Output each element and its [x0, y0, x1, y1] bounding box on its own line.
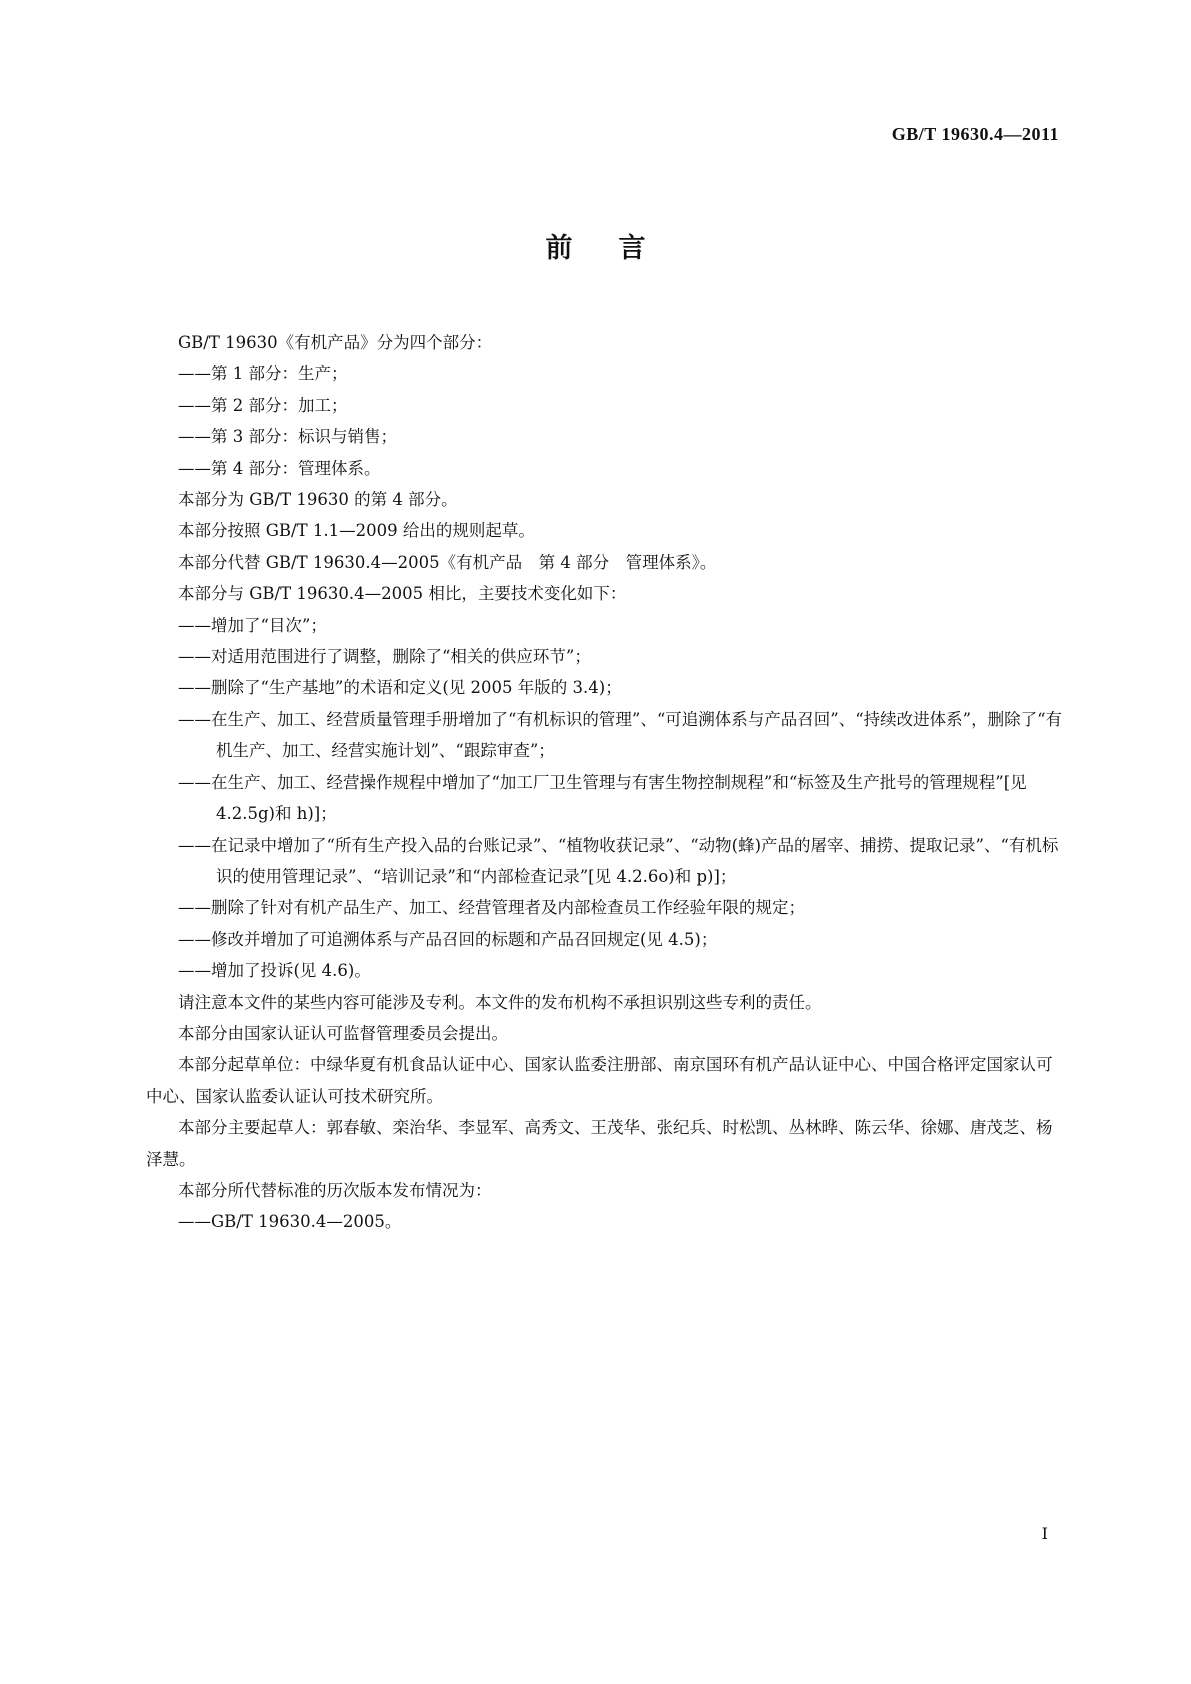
- list-item: ——在生产、加工、经营操作规程中增加了“加工厂卫生管理与有害生物控制规程”和“标签及生产批号的管理规程”[见 4.2.5g)和 h)]；: [178, 772, 1027, 824]
- list-item: ——修改并增加了可追溯体系与产品召回的标题和产品召回规定(见 4.5)；: [178, 929, 718, 949]
- page-title: 前言: [545, 233, 692, 264]
- page-number: I: [1041, 1524, 1048, 1543]
- paragraph: 本部分起草单位：中绿华夏有机食品认证中心、国家认监委注册部、南京国环有机产品认证中心、中国合格评定国家认可中心、国家认监委认证认可技术研究所。: [146, 1055, 1053, 1106]
- paragraph: 本部分与 GB/T 19630.4—2005 相比，主要技术变化如下：: [178, 584, 627, 604]
- paragraph: 本部分所代替标准的历次版本发布情况为：: [178, 1180, 492, 1200]
- list-item: ——第 3 部分：标识与销售；: [178, 427, 397, 447]
- list-item: ——在记录中增加了“所有生产投入品的台账记录”、“植物收获记录”、“动物(蜂)产品的屠宰、捕捞、提取记录”、“有机标识的使用管理记录”、“培训记录”和“内部检查记录”[见 4.2.6o)和 p)]；: [178, 835, 1059, 886]
- list-item: ——增加了“目次”；: [178, 615, 327, 635]
- paragraph: 本部分代替 GB/T 19630.4—2005《有机产品 第 4 部分 管理体系》。: [178, 552, 717, 572]
- list-item: ——对适用范围进行了调整，删除了“相关的供应环节”；: [178, 647, 591, 667]
- list-item: ——删除了针对有机产品生产、加工、经营管理者及内部检查员工作经验年限的规定；: [178, 898, 805, 918]
- paragraph: 请注意本文件的某些内容可能涉及专利。本文件的发布机构不承担识别这些专利的责任。: [178, 992, 822, 1012]
- standard-code: GB/T 19630.4—2011: [891, 124, 1059, 144]
- list-item: ——增加了投诉(见 4.6)。: [178, 961, 371, 981]
- list-item: ——第 2 部分：加工；: [178, 395, 348, 415]
- list-item: ——GB/T 19630.4—2005。: [178, 1212, 402, 1232]
- paragraph: 本部分为 GB/T 19630 的第 4 部分。: [178, 490, 458, 510]
- list-item: ——在生产、加工、经营质量管理手册增加了“有机标识的管理”、“可追溯体系与产品召回”、“持续改进体系”，删除了“有机生产、加工、经营实施计划”、“跟踪审查”；: [178, 709, 1063, 761]
- list-item: ——删除了“生产基地”的术语和定义(见 2005 年版的 3.4)；: [178, 678, 622, 698]
- foreword-body: [146, 327, 1066, 1238]
- paragraph: GB/T 19630《有机产品》分为四个部分：: [178, 333, 493, 352]
- list-item: ——第 4 部分：管理体系。: [178, 458, 381, 478]
- list-item: ——第 1 部分：生产；: [178, 364, 348, 384]
- paragraph: 本部分主要起草人：郭春敏、栾治华、李显军、高秀文、王茂华、张纪兵、时松凯、丛林晔、陈云华、徐娜、唐茂芝、杨泽慧。: [146, 1118, 1053, 1169]
- paragraph: 本部分由国家认证认可监督管理委员会提出。: [178, 1023, 508, 1043]
- paragraph: 本部分按照 GB/T 1.1—2009 给出的规则起草。: [178, 521, 535, 541]
